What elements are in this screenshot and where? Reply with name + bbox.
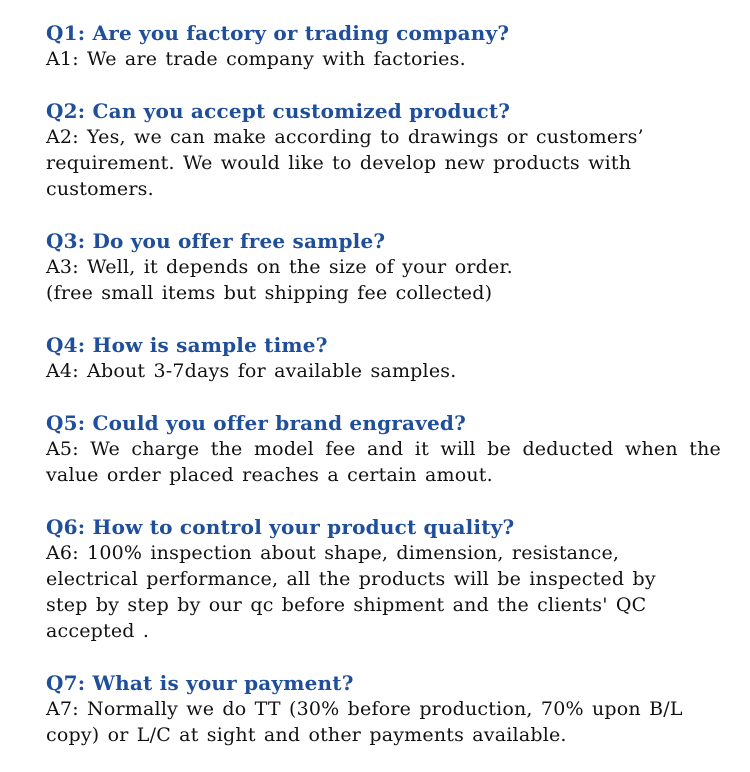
faq-item-4 [46,332,456,384]
question-7: Q7: What is your payment? [46,671,354,695]
answer-line: A2: Yes, we can make according to drawings or customers’ [46,126,644,148]
answer-5 [46,436,721,488]
answer-line: accepted . [46,620,150,642]
answer-line: A6: 100% inspection about shape, dimension, resistance, [46,542,620,564]
faq-item-3 [46,228,513,306]
question-1: Q1: Are you factory or trading company? [46,21,510,45]
answer-line: value order placed reaches a certain amout. [46,464,493,486]
answer-line: A7: Normally we do TT (30% before production, 70% upon B/L [46,698,683,720]
answer-line: requirement. We would like to develop new products with [46,152,632,174]
question-6: Q6: How to control your product quality? [46,515,515,539]
faq-item-1 [46,20,509,72]
answer-4 [46,358,456,384]
question-2: Q2: Can you accept customized product? [46,99,511,123]
question-5: Q5: Could you offer brand engraved? [46,411,467,435]
answer-line: A1: We are trade company with factories. [46,48,466,70]
question-3: Q3: Do you offer free sample? [46,229,386,253]
answer-line: step by step by our qc before shipment and the clients' QC [46,594,647,616]
faq-item-7 [46,670,683,748]
answer-line: (free small items but shipping fee collected) [46,282,493,304]
faq-item-6 [46,514,656,644]
answer-3 [46,254,513,306]
answer-1 [46,46,509,72]
answer-line: copy) or L/C at sight and other payments available. [46,724,567,746]
faq-item-2 [46,98,644,202]
answer-line: electrical performance, all the products will be inspected by [46,568,656,590]
faq-item-5 [46,410,721,488]
question-4: Q4: How is sample time? [46,333,328,357]
answer-2 [46,124,644,202]
answer-line: A4: About 3-7days for available samples. [46,360,457,382]
answer-line: customers. [46,178,154,200]
answer-7 [46,696,683,748]
answer-line: A5: We charge the model fee and it will be deducted when the [46,438,721,460]
answer-line: A3: Well, it depends on the size of your order. [46,256,513,278]
answer-6 [46,540,656,644]
